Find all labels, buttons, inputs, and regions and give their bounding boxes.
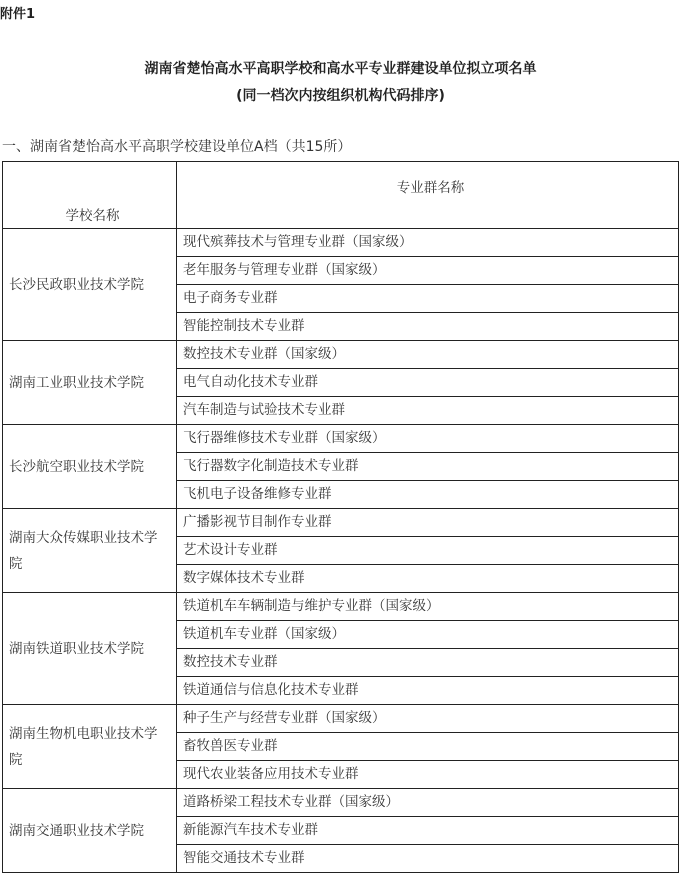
major-group-cell: 种子生产与经营专业群（国家级） (177, 705, 679, 733)
table-row (3, 229, 679, 257)
major-group-cell: 老年服务与管理专业群（国家级） (177, 257, 679, 285)
school-name-cell: 湖南生物机电职业技术学院 (3, 705, 177, 789)
major-group-cell: 智能控制技术专业群 (177, 313, 679, 341)
major-group-cell: 道路桥梁工程技术专业群（国家级） (177, 789, 679, 817)
major-group-cell: 新能源汽车技术专业群 (177, 817, 679, 845)
major-group-cell: 现代农业装备应用技术专业群 (177, 761, 679, 789)
table-row (3, 789, 679, 817)
school-name-cell: 湖南交通职业技术学院 (3, 789, 177, 873)
major-group-cell: 艺术设计专业群 (177, 537, 679, 565)
major-group-cell: 畜牧兽医专业群 (177, 733, 679, 761)
major-group-cell: 广播影视节目制作专业群 (177, 509, 679, 537)
school-name-header: 学校名称 (3, 162, 177, 229)
section-heading: 一、湖南省楚怡高水平高职学校建设单位A档（共15所） (2, 139, 352, 155)
major-group-cell: 电子商务专业群 (177, 285, 679, 313)
major-group-cell: 现代殡葬技术与管理专业群（国家级） (177, 229, 679, 257)
table-row (3, 425, 679, 453)
document-title: 湖南省楚怡高水平高职学校和高水平专业群建设单位拟立项名单 (144, 61, 537, 77)
major-group-cell: 飞行器维修技术专业群（国家级） (177, 425, 679, 453)
table-row (3, 509, 679, 537)
table-row (3, 341, 679, 369)
major-group-cell: 铁道机车专业群（国家级） (177, 621, 679, 649)
major-group-cell: 数字媒体技术专业群 (177, 565, 679, 593)
table-row (3, 593, 679, 621)
school-name-cell: 长沙航空职业技术学院 (3, 425, 177, 509)
major-group-cell: 智能交通技术专业群 (177, 845, 679, 873)
major-group-cell: 数控技术专业群 (177, 649, 679, 677)
major-group-header: 专业群名称 (177, 162, 679, 229)
table-row (3, 705, 679, 733)
major-group-cell: 铁道通信与信息化技术专业群 (177, 677, 679, 705)
major-group-cell: 汽车制造与试验技术专业群 (177, 397, 679, 425)
table-header-row (3, 162, 679, 229)
major-group-cell: 数控技术专业群（国家级） (177, 341, 679, 369)
table-body (3, 229, 679, 873)
document-subtitle: (同一档次内按组织机构代码排序) (236, 88, 445, 104)
school-name-cell: 湖南铁道职业技术学院 (3, 593, 177, 705)
attachment-label: 附件1 (0, 7, 36, 22)
major-group-cell: 电气自动化技术专业群 (177, 369, 679, 397)
major-group-cell: 铁道机车车辆制造与维护专业群（国家级） (177, 593, 679, 621)
schools-table (2, 161, 679, 873)
major-group-cell: 飞机电子设备维修专业群 (177, 481, 679, 509)
school-name-cell: 湖南大众传媒职业技术学院 (3, 509, 177, 593)
school-name-cell: 湖南工业职业技术学院 (3, 341, 177, 425)
school-name-cell: 长沙民政职业技术学院 (3, 229, 177, 341)
major-group-cell: 飞行器数字化制造技术专业群 (177, 453, 679, 481)
